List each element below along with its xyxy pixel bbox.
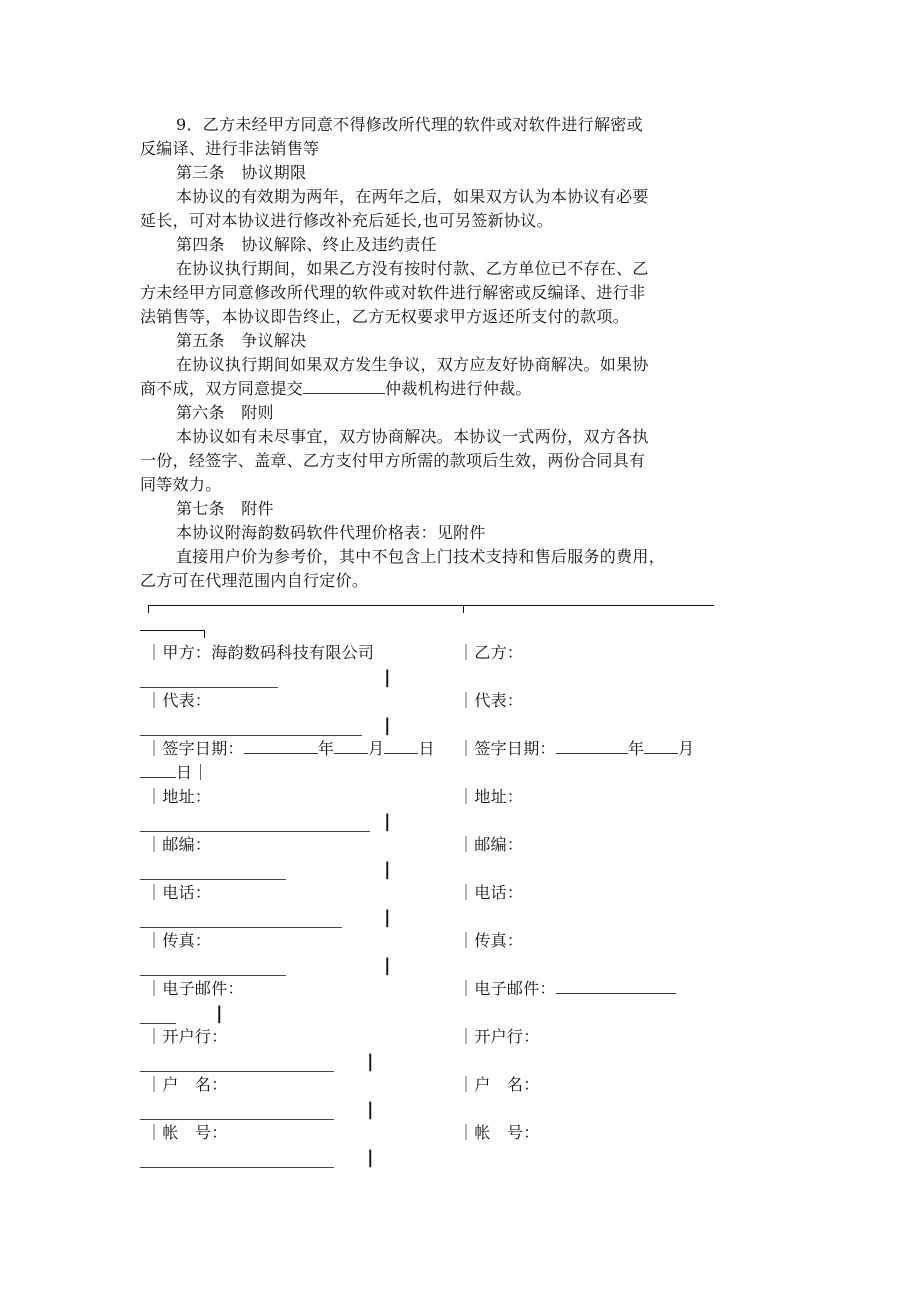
date-b-wrap: 日｜: [140, 761, 209, 785]
bank-a-label: 开户行：: [162, 1027, 228, 1046]
column-divider: |: [367, 1147, 374, 1168]
fax-b-label: 传真：: [474, 931, 524, 950]
name-b-cell: ｜户 名：: [458, 1075, 540, 1094]
table-corner-right: [204, 630, 205, 638]
article7-title: 第七条 附件: [176, 499, 274, 518]
month-label: 月: [368, 739, 385, 758]
zip-a-cell: ｜邮编：: [146, 835, 212, 854]
column-divider: |: [384, 955, 391, 976]
column-divider: |: [367, 1099, 374, 1120]
article5-line2: [140, 377, 532, 401]
article5-line1: 在协议执行期间如果双方发生争议，双方应友好协商解决。如果协: [176, 355, 649, 374]
bank-a-blank: [140, 1071, 334, 1072]
addr-a-label: 地址：: [162, 787, 212, 806]
addr-a-cell: ｜地址：: [146, 787, 212, 806]
rep-b-cell: ｜代表：: [458, 691, 524, 710]
party-b-cell: ｜乙方：: [458, 643, 524, 662]
tel-b-label: 电话：: [474, 883, 524, 902]
article3-line1: 本协议的有效期为两年，在两年之后，如果双方认为本协议有必要: [176, 187, 649, 206]
article3-title: 第三条 协议期限: [176, 163, 307, 182]
bank-b-label: 开户行：: [474, 1027, 540, 1046]
article6-line1: 本协议如有未尽事宜，双方协商解决。本协议一式两份，双方各执: [176, 427, 649, 446]
tel-a-label: 电话：: [162, 883, 212, 902]
date-a-label: 签字日期：: [162, 739, 244, 758]
table-divider-top: [463, 605, 464, 613]
email-a-label: 电子邮件：: [162, 979, 244, 998]
article4-line1: 在协议执行期间，如果乙方没有按时付款、乙方单位已不存在、乙: [176, 259, 649, 278]
zip-b-label: 邮编：: [474, 835, 524, 854]
bank-a-cell: ｜开户行：: [146, 1027, 228, 1046]
fax-a-label: 传真：: [162, 931, 212, 950]
acct-a-blank: [140, 1167, 334, 1168]
article5-line2-end: 仲裁机构进行仲裁。: [385, 379, 532, 398]
rep-b-label: 代表：: [474, 691, 524, 710]
fax-b-cell: ｜传真：: [458, 931, 524, 950]
addr-b-cell: ｜地址：: [458, 787, 524, 806]
column-divider: |: [384, 859, 391, 880]
article5-title: 第五条 争议解决: [176, 331, 307, 350]
column-divider: |: [384, 667, 391, 688]
day-label: 日: [418, 739, 435, 758]
zip-a-blank: [140, 879, 286, 880]
acct-b-cell: ｜帐 号：: [458, 1123, 540, 1142]
party-a-cell: ｜甲方：海韵数码科技有限公司: [146, 643, 375, 662]
arbitration-blank: [303, 379, 385, 394]
rep-a-blank: [140, 735, 362, 736]
addr-b-label: 地址：: [474, 787, 524, 806]
article5-line2-start: 商不成，双方同意提交: [140, 379, 304, 398]
acct-a-cell: ｜帐 号：: [146, 1123, 228, 1142]
item9-line1: 9．乙方未经甲方同意不得修改所代理的软件或对软件进行解密或: [176, 115, 643, 134]
article6-line2: 一份，经签字、盖章、乙方支付甲方所需的款项后生效，两份合同具有: [140, 451, 646, 470]
date-a-cell: ｜签字日期： 年 月 日: [146, 739, 435, 758]
email-b-cell: ｜电子邮件：: [458, 977, 676, 1001]
column-divider: |: [384, 715, 391, 736]
table-corner-left: [148, 605, 149, 613]
column-divider: |: [367, 1051, 374, 1072]
tel-a-blank: [140, 927, 342, 928]
addr-a-blank: [140, 831, 370, 832]
name-a-blank: [140, 1119, 334, 1120]
date-b-cell: ｜签字日期： 年 月: [458, 739, 695, 758]
rep-a-label: 代表：: [162, 691, 212, 710]
article3-line2: 延长，可对本协议进行修改补充后延长,也可另签新协议。: [140, 211, 553, 230]
fax-a-blank: [140, 975, 286, 976]
date-b-label: 签字日期：: [474, 739, 556, 758]
article7-line1: 本协议附海韵数码软件代理价格表：见附件: [176, 523, 486, 542]
article7-line3: 乙方可在代理范围内自行定价。: [140, 571, 369, 590]
year-label: 年: [317, 739, 335, 758]
article6-line3: 同等效力。: [140, 475, 222, 494]
name-a-cell: ｜户 名：: [146, 1075, 228, 1094]
email-a-cell: ｜电子邮件：: [146, 979, 244, 998]
party-a-label: 甲方：海韵数码科技有限公司: [162, 643, 375, 662]
column-divider: |: [384, 811, 391, 832]
tel-b-cell: ｜电话：: [458, 883, 524, 902]
email-b-blank: [556, 979, 676, 994]
article4-title: 第四条 协议解除、终止及违约责任: [176, 235, 437, 254]
party-b-label: 乙方：: [474, 643, 524, 662]
article7-line2: 直接用户价为参考价，其中不包含上门技术支持和售后服务的费用，: [176, 547, 666, 566]
acct-a-label: 帐 号：: [162, 1123, 228, 1142]
zip-a-label: 邮编：: [162, 835, 212, 854]
zip-b-cell: ｜邮编：: [458, 835, 524, 854]
year-label: 年: [627, 739, 645, 758]
acct-b-label: 帐 号：: [474, 1123, 540, 1142]
article6-title: 第六条 附则: [176, 403, 274, 422]
bank-b-cell: ｜开户行：: [458, 1027, 540, 1046]
column-divider: |: [216, 1003, 223, 1024]
tel-a-cell: ｜电话：: [146, 883, 212, 902]
article4-line3: 法销售等，本协议即告终止，乙方无权要求甲方返还所支付的款项。: [140, 307, 630, 326]
table-top-border: [148, 605, 714, 606]
item9-line2: 反编译、进行非法销售等: [140, 139, 320, 158]
name-a-label: 户 名：: [162, 1075, 228, 1094]
column-divider: |: [384, 907, 391, 928]
month-label: 月: [678, 739, 695, 758]
rep-a-cell: ｜代表：: [146, 691, 212, 710]
name-b-label: 户 名：: [474, 1075, 540, 1094]
fax-a-cell: ｜传真：: [146, 931, 212, 950]
article4-line2: 方未经甲方同意修改所代理的软件或对软件进行解密或反编译、进行非: [140, 283, 646, 302]
day-label: 日: [176, 763, 193, 782]
email-b-label: 电子邮件：: [474, 979, 556, 998]
email-b-blank-wrap: [140, 1023, 176, 1024]
party-a-blank: [140, 687, 278, 688]
table-top-border-wrap: [140, 630, 204, 631]
